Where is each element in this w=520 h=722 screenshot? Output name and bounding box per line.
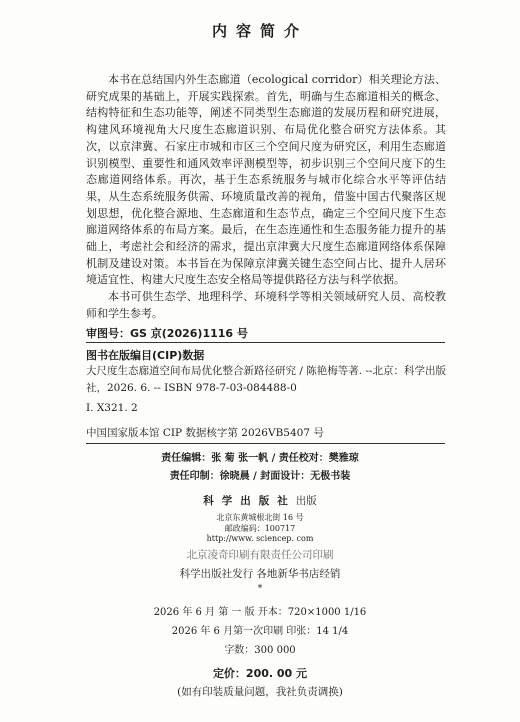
editors-credit: 责任编辑：张 菊 张一帆 / 责任校对：樊雅琼 [161,453,359,464]
publisher-suffix: 出版 [295,495,317,507]
divider-bottom [86,443,445,444]
separator-star: * [257,584,263,594]
cip-entry: 大尺度生态廊道空间布局优化整合新路径研究 / 陈艳梅等著. --北京：科学出版社，2026. 6. -- ISBN 978-7-03-084488-0 [86,365,446,394]
content-summary [86,72,446,323]
cip-core-number: 中国国家版本馆 CIP 数据核字第 2026VB5407 号 [86,427,324,439]
map-approval-number: 审图号：GS 京(2026)1116 号 [86,327,248,340]
edition-format-line: 2026 年 6 月 第 一 版 开本：720×1000 1/16 [153,607,367,618]
publisher-name: 科学出版社 [203,495,296,507]
cip-heading: 图书在版编目(CIP)数据 [86,349,205,362]
price: 定价：200. 00 元 [212,667,308,680]
distribution-line: 科学出版社发行 各地新华书店经销 [179,568,341,580]
printer-name: 北京凌奇印刷有限责任公司印刷 [186,549,334,561]
word-count-line: 字数：300 000 [224,645,296,656]
classification-code: Ⅰ. X321. 2 [86,402,138,414]
page-title: 内容简介 [211,22,308,40]
publisher-line [0,493,520,508]
divider-top [86,342,445,343]
printing-credit: 责任印制：徐晓晨 / 封面设计：无极书装 [169,471,351,482]
summary-paragraph-audience: 本书可供生态学、地理科学、环境科学等相关领域研究人员、高校教师和学生参考。 [86,290,446,320]
summary-paragraph-main: 本书在总结国内外生态廊道（ecological corridor）相关理论方法、研究成果的基础上，开展实践探索。首先，明确与生态廊道相关的概念、结构特征和生态功能等，阐述不同类型生态廊道的发展历程和研究进展，构建风环境视角大尺度生态廊道识别、布局优化整合研究方法体系。其次，以京津冀、石家庄市城和市区三个空间尺度为研究区，利用生态廊道识别模型、重要性和通风效率评测模型等，初步识别三个空间尺度下的生态廊道网络体系。再次，基于生态系统服务与城市化综合水平等评估结果，从生态系统服务供需、环境质量改善的视角，借鉴中国古代聚落区规划思想，优化整合源地、生态廊道和生态节点，确定三个空间尺度下生态廊道网络体系的布局方案。最后，在生态连通性和生态服务能力提升的基础上，考虑社会和经济的需求，提出京津冀大尺度生态廊道网络体系保障机制及建设对策。本书旨在为保障京津冀关键生态空间占比、提升人居环境适宜性、构建大尺度生态安全格局等提供路径方法与科学依据。 [86,73,446,287]
printing-sheets-line: 2026 年 6 月第一次印刷 印张：14 1/4 [171,626,349,637]
publisher-postcode: 邮政编码：100717 [224,524,296,533]
quality-notice: (如有印装质量问题，我社负责调换) [177,686,343,698]
publisher-website: http://www. sciencep. com [206,534,314,543]
publisher-address: 北京东黄城根北街 16 号 [216,513,304,522]
